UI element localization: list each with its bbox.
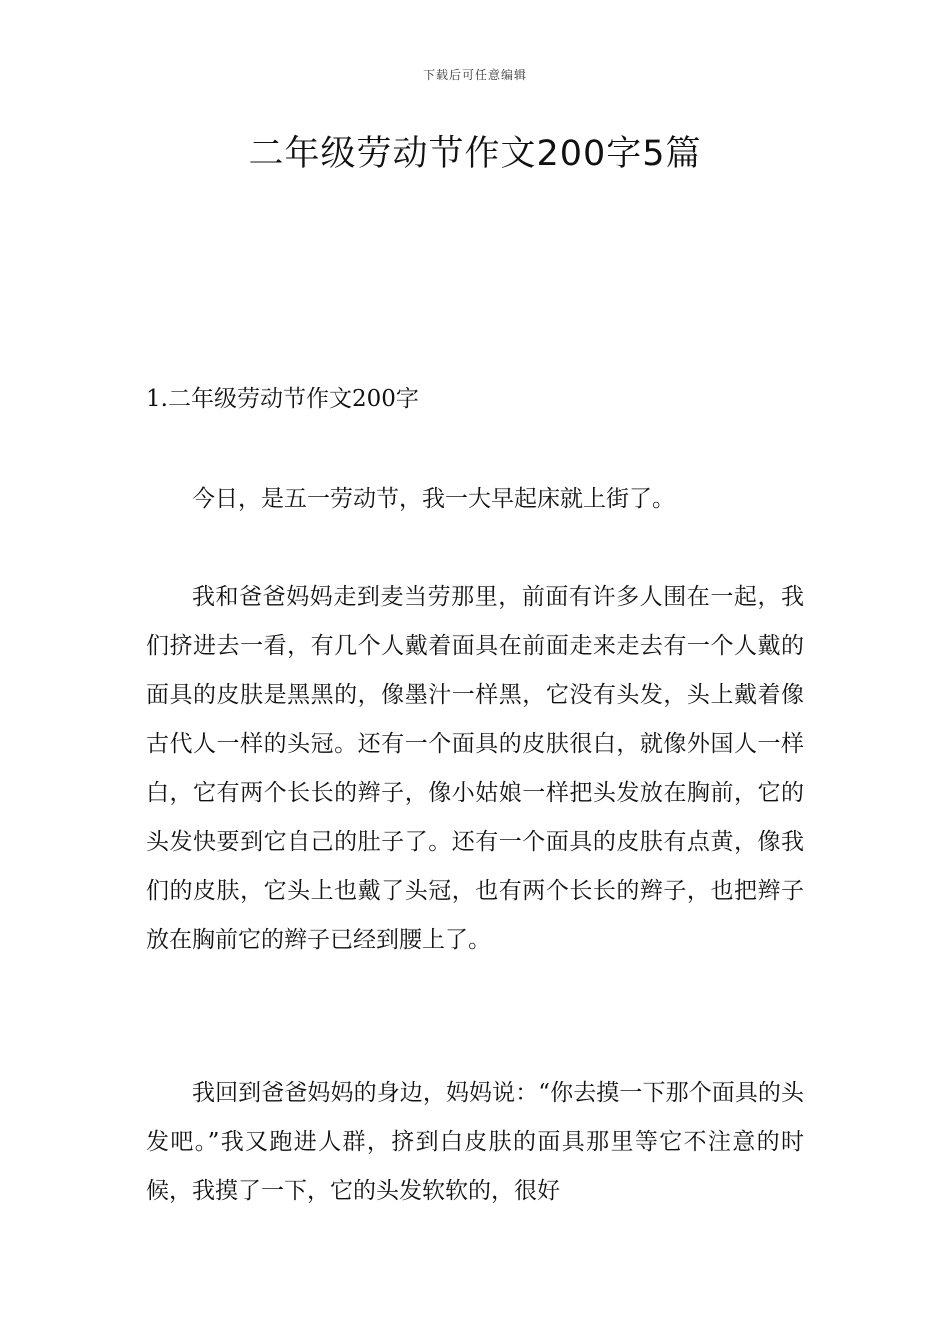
paragraph-2: 我和爸爸妈妈走到麦当劳那里，前面有许多人围在一起，我们挤进去一看，有几个人戴着面具在前面走来走去有一个人戴的面具的皮肤是黑黑的，像墨汁一样黑，它没有头发，头上戴着像古代人一样的头冠。还有一个面具的皮肤很白，就像外国人一样白，它有两个长长的辫子，像小姑娘一样把头发放在胸前，它的头发快要到它自己的肚子了。还有一个面具的皮肤有点黄，像我们的皮肤，它头上也戴了头冠，也有两个长长的辫子，也把辫子放在胸前它的辫子已经到腰上了。: [146, 584, 804, 953]
document-title: 二年级劳动节作文200字5篇: [248, 134, 702, 174]
paragraph-1: 今日，是五一劳动节，我一大早起床就上街了。: [192, 486, 675, 512]
header-note: 下载后可任意编辑: [422, 68, 527, 82]
section-heading: 1.二年级劳动节作文200字: [146, 386, 419, 412]
paragraph-3: 我回到爸爸妈妈的身边，妈妈说：“你去摸一下那个面具的头发吧。”我又跑进人群，挤到白皮肤的面具那里等它不注意的时候，我摸了一下，它的头发软软的，很好: [146, 1080, 804, 1204]
